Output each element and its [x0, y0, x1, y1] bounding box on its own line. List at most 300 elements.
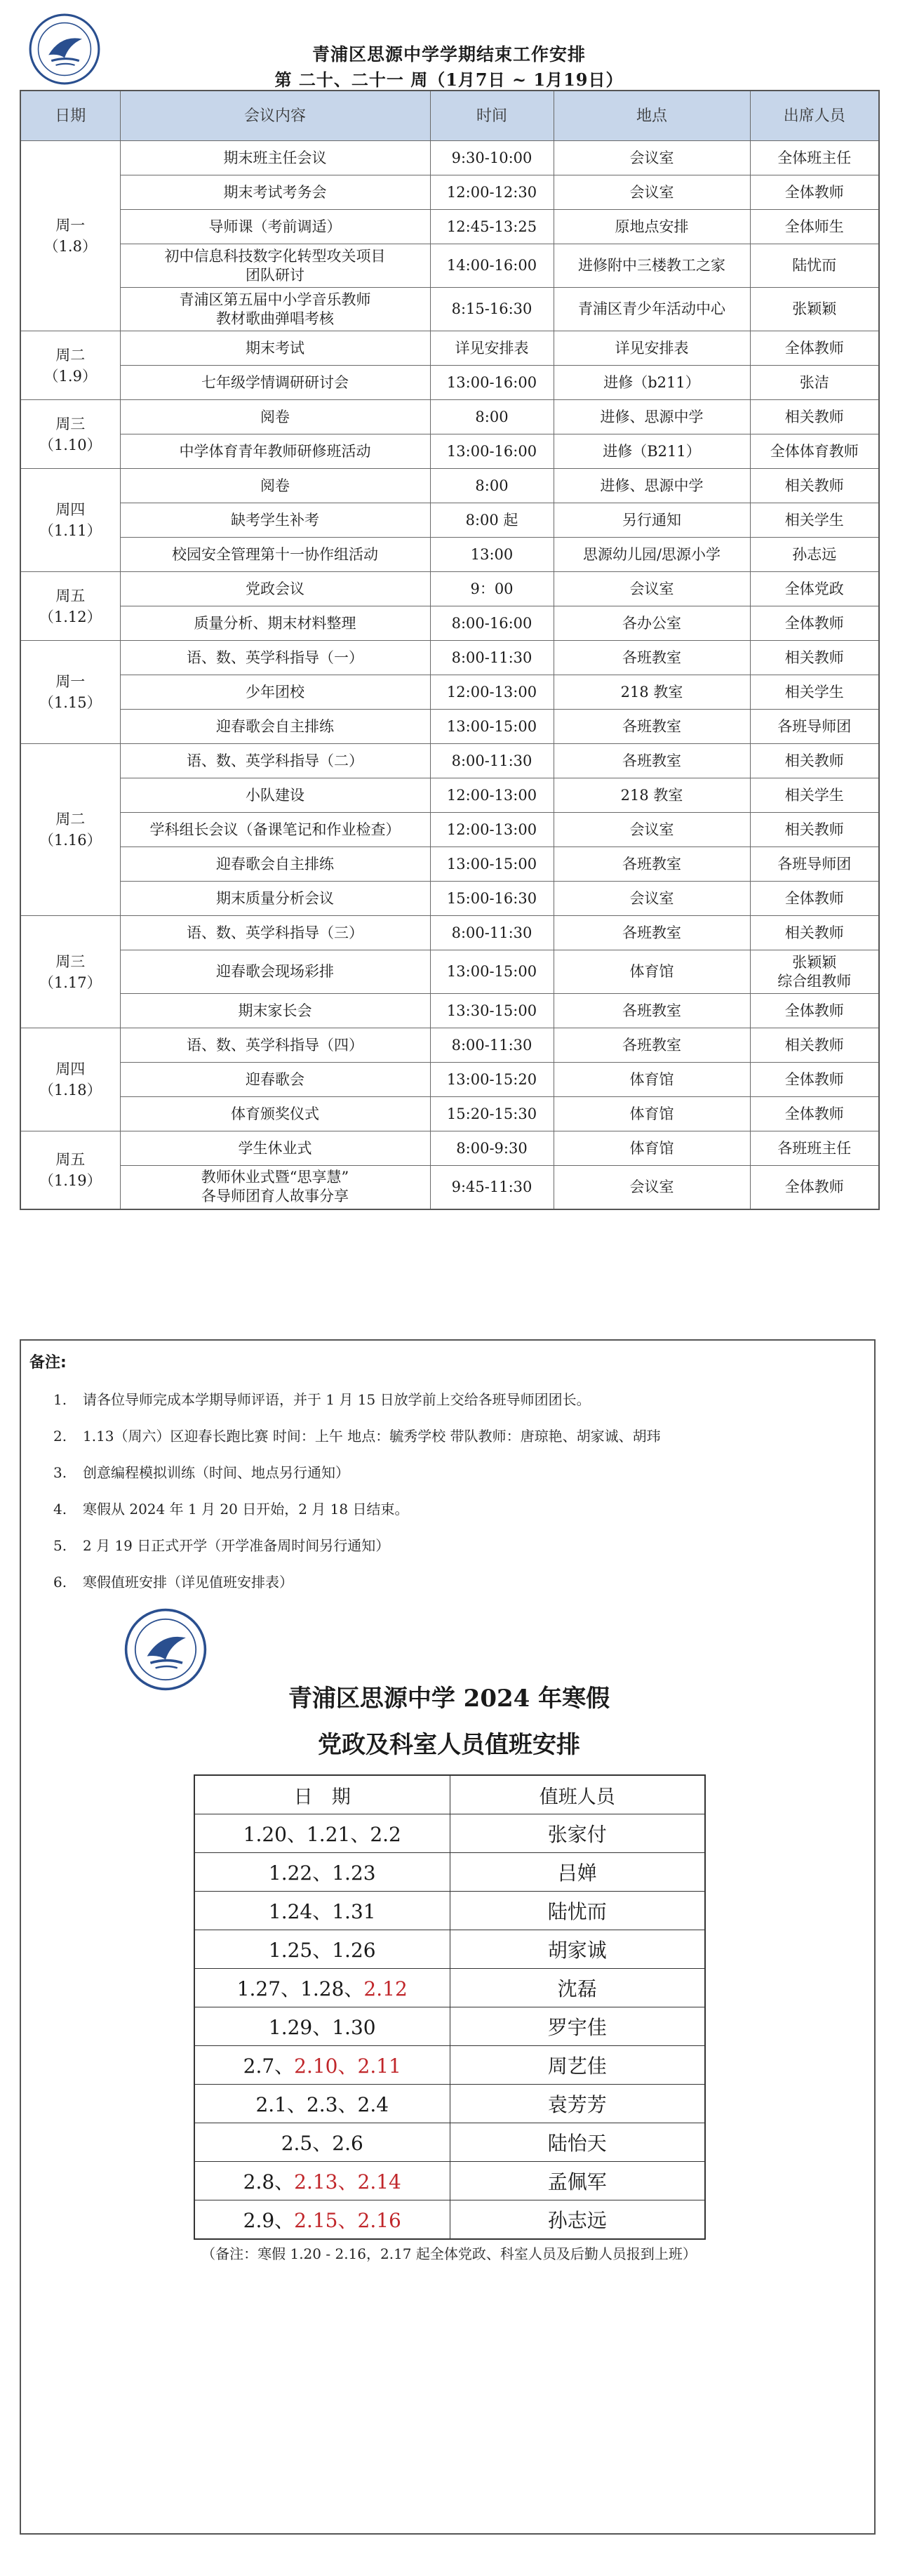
schedule-row [20, 950, 879, 994]
meeting-content-cell-line: 期末考试考务会 [223, 183, 327, 201]
day-cell [20, 572, 120, 641]
time-cell: 13:00-15:00 [430, 950, 554, 994]
attendees-cell [750, 813, 879, 847]
duty-date-text: 1.22、1.23 [268, 1861, 376, 1885]
col-header-attendees: 出席人员 [750, 91, 879, 141]
meeting-content-cell-line: 期末考试 [246, 339, 304, 357]
attendees-cell [750, 288, 879, 331]
col-header-date: 日期 [20, 91, 120, 141]
schedule-row [20, 606, 879, 641]
duty-date-cell [194, 2123, 450, 2162]
place-cell: 会议室 [554, 882, 750, 916]
schedule-row [20, 744, 879, 778]
schedule-row [20, 1028, 879, 1063]
attendees-cell [750, 1028, 879, 1063]
schedule-row [20, 572, 879, 606]
place-cell: 青浦区青少年活动中心 [554, 288, 750, 331]
time-cell: 8:15-16:30 [430, 288, 554, 331]
duty-subtitle: 党政及科室人员值班安排 [318, 1731, 580, 1759]
schedule-row [20, 244, 879, 288]
attendees-cell-line: 全体教师 [784, 1105, 844, 1122]
duty-row [194, 1969, 705, 2007]
note-item [53, 1498, 408, 1518]
day-cell [20, 331, 120, 400]
place-cell: 原地点安排 [554, 210, 750, 244]
attendees-cell [750, 641, 879, 675]
place-cell: 会议室 [554, 1166, 750, 1209]
schedule-row [20, 141, 879, 175]
note-number: 6. [53, 1574, 67, 1591]
day-cell [20, 744, 120, 916]
duty-date-cell [194, 1814, 450, 1853]
duty-date-cell [194, 2200, 450, 2240]
duty-date-text: 1.20、1.21、2.2 [243, 1823, 401, 1846]
duty-table [194, 1774, 706, 2240]
duty-date-text: 2.5、2.6 [281, 2132, 363, 2155]
attendees-cell [750, 434, 879, 469]
schedule-header-row [20, 91, 879, 141]
attendees-cell [750, 916, 879, 950]
time-cell: 13:00-15:00 [430, 847, 554, 882]
day-cell [20, 641, 120, 744]
attendees-cell-line: 各班导师团 [777, 717, 852, 735]
duty-row [194, 2085, 705, 2123]
attendees-cell-line: 相关教师 [784, 477, 844, 494]
meeting-content-cell-line: 教师休业式暨“思享慧” [201, 1169, 349, 1186]
attendees-cell [750, 606, 879, 641]
attendees-cell-line: 全体教师 [784, 339, 844, 357]
duty-person-cell: 胡家诚 [450, 1930, 705, 1969]
meeting-content-cell-line: 体育颁奖仪式 [231, 1105, 319, 1122]
meeting-content-cell-line: 阅卷 [260, 477, 290, 494]
schedule-row [20, 710, 879, 744]
time-cell: 13:00-15:20 [430, 1063, 554, 1097]
meeting-content-cell [120, 1063, 430, 1097]
attendees-cell [750, 710, 879, 744]
attendees-cell [750, 469, 879, 503]
duty-date-text: 2.7、 [243, 2054, 295, 2078]
attendees-cell-line: 各班班主任 [777, 1139, 852, 1157]
attendees-cell-line: 张颖颖 [792, 300, 837, 317]
day-cell [20, 469, 120, 572]
attendees-cell-line: 全体班主任 [777, 149, 852, 166]
attendees-cell-line: 相关学生 [784, 511, 844, 529]
attendees-cell-line: 相关教师 [784, 752, 844, 769]
meeting-content-cell [120, 141, 430, 175]
schedule-row [20, 210, 879, 244]
duty-date-cell [194, 1969, 450, 2007]
duty-row [194, 1853, 705, 1892]
meeting-content-cell-line: 语、数、英学科指导（四） [187, 1036, 363, 1054]
day-label: 周一 [55, 673, 86, 690]
attendees-cell [750, 572, 879, 606]
schedule-row [20, 994, 879, 1028]
schedule-row [20, 1063, 879, 1097]
day-label: 周三 [55, 415, 86, 432]
notes-title: 备注: [29, 1354, 67, 1372]
duty-date-highlight: 2.10、2.11 [294, 2054, 401, 2078]
place-cell: 进修、思源中学 [554, 469, 750, 503]
attendees-cell-line: 相关教师 [784, 821, 844, 838]
meeting-content-cell-line: 教材歌曲弹唱考核 [216, 310, 334, 327]
place-cell: 体育馆 [554, 950, 750, 994]
duty-date-text: 1.25、1.26 [268, 1939, 376, 1962]
note-text: 请各位导师完成本学期导师评语，并于 1 月 15 日放学前上交给各班导师团团长。 [83, 1391, 591, 1408]
meeting-content-cell-line: 七年级学情调研研讨会 [201, 373, 349, 391]
attendees-cell-line: 相关学生 [784, 683, 844, 701]
meeting-content-cell-line: 少年团校 [246, 683, 304, 701]
attendees-cell [750, 675, 879, 710]
meeting-content-cell-line: 期末家长会 [238, 1002, 312, 1019]
schedule-row [20, 400, 879, 434]
meeting-content-cell [120, 641, 430, 675]
meeting-content-cell [120, 434, 430, 469]
time-cell: 13:00-16:00 [430, 434, 554, 469]
meeting-content-cell-line: 语、数、英学科指导（一） [187, 649, 363, 666]
schedule-row [20, 882, 879, 916]
attendees-cell-line: 相关教师 [784, 408, 844, 425]
meeting-content-cell [120, 675, 430, 710]
schedule-row [20, 288, 879, 331]
attendees-cell-line: 全体体育教师 [770, 442, 859, 460]
duty-title: 青浦区思源中学 2024 年寒假 [288, 1685, 610, 1713]
time-cell: 8:00-11:30 [430, 916, 554, 950]
time-cell: 8:00 [430, 469, 554, 503]
place-cell: 各班教室 [554, 994, 750, 1028]
place-cell: 会议室 [554, 175, 750, 210]
duty-row [194, 2200, 705, 2240]
meeting-content-cell [120, 778, 430, 813]
meeting-content-cell [120, 994, 430, 1028]
place-cell: 各班教室 [554, 847, 750, 882]
schedule-row [20, 331, 879, 366]
time-cell: 8:00-9:30 [430, 1131, 554, 1166]
meeting-content-cell [120, 1028, 430, 1063]
place-cell: 218 教室 [554, 675, 750, 710]
schedule-row [20, 469, 879, 503]
note-item [53, 1461, 349, 1482]
place-cell: 体育馆 [554, 1131, 750, 1166]
meeting-content-cell-line: 团队研讨 [246, 266, 304, 284]
schedule-row [20, 847, 879, 882]
time-cell: 13:00 [430, 538, 554, 572]
day-label: 周五 [55, 587, 86, 604]
attendees-cell-line: 全体教师 [784, 1070, 844, 1088]
note-text: 寒假从 2024 年 1 月 20 日开始，2 月 18 日结束。 [83, 1501, 409, 1518]
duty-person-cell: 张家付 [450, 1814, 705, 1853]
time-cell: 8:00-11:30 [430, 641, 554, 675]
duty-row [194, 2123, 705, 2162]
page-subtitle: 第 二十、二十一 周（1月7日 ~ 1月19日） [274, 69, 624, 90]
schedule-row [20, 366, 879, 400]
note-item [53, 1534, 389, 1555]
duty-date-cell [194, 1892, 450, 1930]
duty-person-cell: 孙志远 [450, 2200, 705, 2240]
attendees-cell-line: 相关教师 [784, 924, 844, 941]
note-number: 5. [53, 1537, 67, 1554]
meeting-content-cell-line: 质量分析、期末材料整理 [194, 614, 356, 632]
meeting-content-cell [120, 469, 430, 503]
meeting-content-cell [120, 744, 430, 778]
attendees-cell [750, 210, 879, 244]
place-cell: 各班教室 [554, 916, 750, 950]
note-item [53, 1571, 293, 1591]
attendees-cell [750, 882, 879, 916]
duty-person-cell: 沈磊 [450, 1969, 705, 2007]
duty-date-text: 1.24、1.31 [268, 1900, 376, 1923]
duty-date-cell [194, 2085, 450, 2123]
day-label: 周二 [55, 811, 86, 828]
duty-date-cell [194, 2007, 450, 2046]
meeting-content-cell-line: 学科组长会议（备课笔记和作业检查） [149, 821, 401, 838]
schedule-row [20, 538, 879, 572]
duty-person-cell: 袁芳芳 [450, 2085, 705, 2123]
time-cell: 15:20-15:30 [430, 1097, 554, 1131]
time-cell: 13:00-15:00 [430, 710, 554, 744]
day-label: 周三 [55, 952, 86, 970]
meeting-content-cell-line: 期末质量分析会议 [216, 889, 334, 907]
attendees-cell [750, 1097, 879, 1131]
meeting-content-cell-line: 初中信息科技数字化转型攻关项目 [164, 247, 386, 265]
duty-date-highlight: 2.12 [363, 1977, 408, 2000]
time-cell: 9:45-11:30 [430, 1166, 554, 1209]
meeting-content-cell-line: 校园安全管理第十一协作组活动 [172, 545, 378, 563]
time-cell: 14:00-16:00 [430, 244, 554, 288]
place-cell: 体育馆 [554, 1097, 750, 1131]
meeting-content-cell [120, 366, 430, 400]
duty-date-text: 2.9、 [243, 2209, 295, 2232]
day-date: （1.10） [39, 436, 102, 453]
meeting-content-cell-line: 阅卷 [260, 408, 290, 425]
day-cell [20, 400, 120, 469]
attendees-cell [750, 744, 879, 778]
duty-date-highlight: 2.15、2.16 [294, 2209, 401, 2232]
day-date: （1.19） [39, 1171, 102, 1189]
meeting-content-cell [120, 813, 430, 847]
attendees-cell [750, 1166, 879, 1209]
meeting-content-cell-line: 缺考学生补考 [231, 511, 319, 529]
note-text: 创意编程模拟训练（时间、地点另行通知） [83, 1464, 349, 1481]
day-date: （1.16） [39, 832, 102, 849]
day-label: 周四 [55, 1061, 86, 1077]
note-text: 2 月 19 日正式开学（开学准备周时间另行通知） [83, 1537, 390, 1554]
attendees-cell-line: 张洁 [799, 373, 829, 391]
duty-row [194, 2046, 705, 2085]
day-date: （1.15） [39, 694, 102, 711]
schedule-row [20, 916, 879, 950]
day-label: 周四 [55, 501, 86, 518]
attendees-cell-line: 全体教师 [784, 183, 844, 201]
day-cell [20, 1131, 120, 1209]
duty-person-cell: 罗宇佳 [450, 2007, 705, 2046]
duty-person-cell: 陆怡天 [450, 2123, 705, 2162]
schedule-row [20, 175, 879, 210]
place-cell: 各班教室 [554, 710, 750, 744]
time-cell: 8:00-11:30 [430, 744, 554, 778]
schedule-row [20, 778, 879, 813]
day-date: （1.18） [39, 1082, 102, 1098]
attendees-cell-line: 全体教师 [784, 1178, 844, 1195]
attendees-cell [750, 331, 879, 366]
schedule-row [20, 641, 879, 675]
duty-person-cell: 陆忧而 [450, 1892, 705, 1930]
attendees-cell-line: 全体教师 [784, 889, 844, 907]
place-cell: 详见安排表 [554, 331, 750, 366]
place-cell: 进修、思源中学 [554, 400, 750, 434]
duty-date-cell [194, 2162, 450, 2200]
duty-date-text: 1.29、1.30 [268, 2016, 376, 2039]
col-header-time: 时间 [430, 91, 554, 141]
attendees-cell-line: 张颖颖 [792, 953, 837, 971]
schedule-row [20, 503, 879, 538]
place-cell: 进修（B211） [554, 434, 750, 469]
attendees-cell [750, 400, 879, 434]
attendees-cell-line: 全体教师 [784, 614, 844, 632]
attendees-cell [750, 994, 879, 1028]
schedule-row [20, 1166, 879, 1209]
note-number: 3. [53, 1464, 67, 1481]
meeting-content-cell [120, 1131, 430, 1166]
duty-row [194, 1930, 705, 1969]
attendees-cell [750, 950, 879, 994]
note-item [53, 1388, 591, 1409]
attendees-cell-line: 陆忧而 [792, 257, 837, 274]
meeting-content-cell [120, 288, 430, 331]
attendees-cell-line: 相关教师 [784, 1036, 844, 1054]
note-number: 1. [53, 1391, 67, 1408]
attendees-cell-line: 各班导师团 [777, 855, 852, 872]
time-cell: 8:00-16:00 [430, 606, 554, 641]
place-cell: 各班教室 [554, 1028, 750, 1063]
time-cell: 12:45-13:25 [430, 210, 554, 244]
meeting-content-cell [120, 244, 430, 288]
time-cell: 详见安排表 [430, 331, 554, 366]
meeting-content-cell-line: 小队建设 [246, 786, 304, 804]
day-label: 周一 [55, 217, 86, 234]
duty-date-highlight: 2.13、2.14 [294, 2170, 401, 2193]
time-cell: 12:00-13:00 [430, 778, 554, 813]
attendees-cell-line: 相关教师 [784, 649, 844, 666]
meeting-content-cell-line: 迎春歌会现场彩排 [216, 963, 334, 980]
meeting-content-cell-line: 青浦区第五届中小学音乐教师 [179, 291, 371, 308]
schedule-table [20, 90, 880, 1210]
place-cell: 各班教室 [554, 744, 750, 778]
duty-footnote: （备注：寒假 1.20 - 2.16，2.17 起全体党政、科室人员及后勤人员报到上班） [201, 2245, 697, 2262]
schedule-row [20, 813, 879, 847]
attendees-cell [750, 538, 879, 572]
time-cell: 12:00-13:00 [430, 813, 554, 847]
meeting-content-cell-line: 迎春歌会自主排练 [216, 717, 334, 735]
time-cell: 15:00-16:30 [430, 882, 554, 916]
attendees-cell [750, 244, 879, 288]
col-header-place: 地点 [554, 91, 750, 141]
time-cell: 9:30-10:00 [430, 141, 554, 175]
day-cell [20, 1028, 120, 1131]
duty-row [194, 1892, 705, 1930]
attendees-cell [750, 847, 879, 882]
meeting-content-cell [120, 950, 430, 994]
note-number: 4. [53, 1501, 67, 1518]
note-text: 1.13（周六）区迎春长跑比赛 时间：上午 地点：毓秀学校 带队教师：唐琼艳、胡家诚、胡玮 [83, 1428, 661, 1445]
meeting-content-cell [120, 882, 430, 916]
attendees-cell [750, 141, 879, 175]
place-cell: 会议室 [554, 141, 750, 175]
duty-col-date: 日 期 [194, 1775, 450, 1814]
place-cell: 进修（b211） [554, 366, 750, 400]
meeting-content-cell [120, 916, 430, 950]
attendees-cell-line: 孙志远 [792, 545, 837, 563]
page-title: 青浦区思源中学学期结束工作安排 [311, 44, 586, 65]
place-cell: 各办公室 [554, 606, 750, 641]
meeting-content-cell-line: 语、数、英学科指导（二） [187, 752, 363, 769]
day-date: （1.11） [39, 522, 102, 539]
day-date: （1.8） [43, 238, 97, 255]
meeting-content-cell-line: 学生休业式 [238, 1139, 312, 1157]
duty-person-cell: 吕婵 [450, 1853, 705, 1892]
meeting-content-cell [120, 572, 430, 606]
schedule-row [20, 675, 879, 710]
meeting-content-cell [120, 1097, 430, 1131]
time-cell: 13:30-15:00 [430, 994, 554, 1028]
meeting-content-cell-line: 各导师团育人故事分享 [201, 1188, 349, 1205]
place-cell: 各班教室 [554, 641, 750, 675]
duty-header-row [194, 1775, 705, 1814]
meeting-content-cell [120, 1166, 430, 1209]
note-number: 2. [53, 1428, 67, 1445]
duty-date-cell [194, 1853, 450, 1892]
schedule-row [20, 1097, 879, 1131]
duty-person-cell: 孟佩军 [450, 2162, 705, 2200]
meeting-content-cell [120, 210, 430, 244]
meeting-content-cell-line: 语、数、英学科指导（三） [187, 924, 363, 941]
day-date: （1.12） [39, 608, 102, 625]
duty-person-cell: 周艺佳 [450, 2046, 705, 2085]
place-cell: 另行通知 [554, 503, 750, 538]
duty-date-cell [194, 2046, 450, 2085]
meeting-content-cell [120, 503, 430, 538]
meeting-content-cell [120, 400, 430, 434]
attendees-cell [750, 778, 879, 813]
schedule-body [20, 141, 879, 1209]
time-cell: 8:00 [430, 400, 554, 434]
duty-row [194, 2162, 705, 2200]
place-cell: 进修附中三楼教工之家 [554, 244, 750, 288]
day-cell [20, 916, 120, 1028]
day-date: （1.9） [43, 367, 97, 385]
duty-body [194, 1814, 705, 2240]
attendees-cell [750, 503, 879, 538]
attendees-cell-line: 全体师生 [784, 218, 844, 235]
day-cell [20, 141, 120, 331]
meeting-content-cell [120, 331, 430, 366]
meeting-content-cell [120, 710, 430, 744]
attendees-cell [750, 1131, 879, 1166]
time-cell: 9：00 [430, 572, 554, 606]
meeting-content-cell [120, 538, 430, 572]
meeting-content-cell [120, 847, 430, 882]
meeting-content-cell-line: 导师课（考前调适） [208, 218, 342, 235]
meeting-content-cell [120, 606, 430, 641]
schedule-row [20, 1131, 879, 1166]
attendees-cell-line: 综合组教师 [777, 972, 852, 990]
schedule-row [20, 434, 879, 469]
note-text: 寒假值班安排（详见值班安排表） [83, 1574, 293, 1591]
duty-date-text: 2.8、 [243, 2170, 295, 2193]
time-cell: 13:00-16:00 [430, 366, 554, 400]
day-label: 周五 [55, 1150, 86, 1168]
meeting-content-cell-line: 党政会议 [246, 580, 304, 597]
duty-date-text: 2.1、2.3、2.4 [255, 2093, 389, 2116]
